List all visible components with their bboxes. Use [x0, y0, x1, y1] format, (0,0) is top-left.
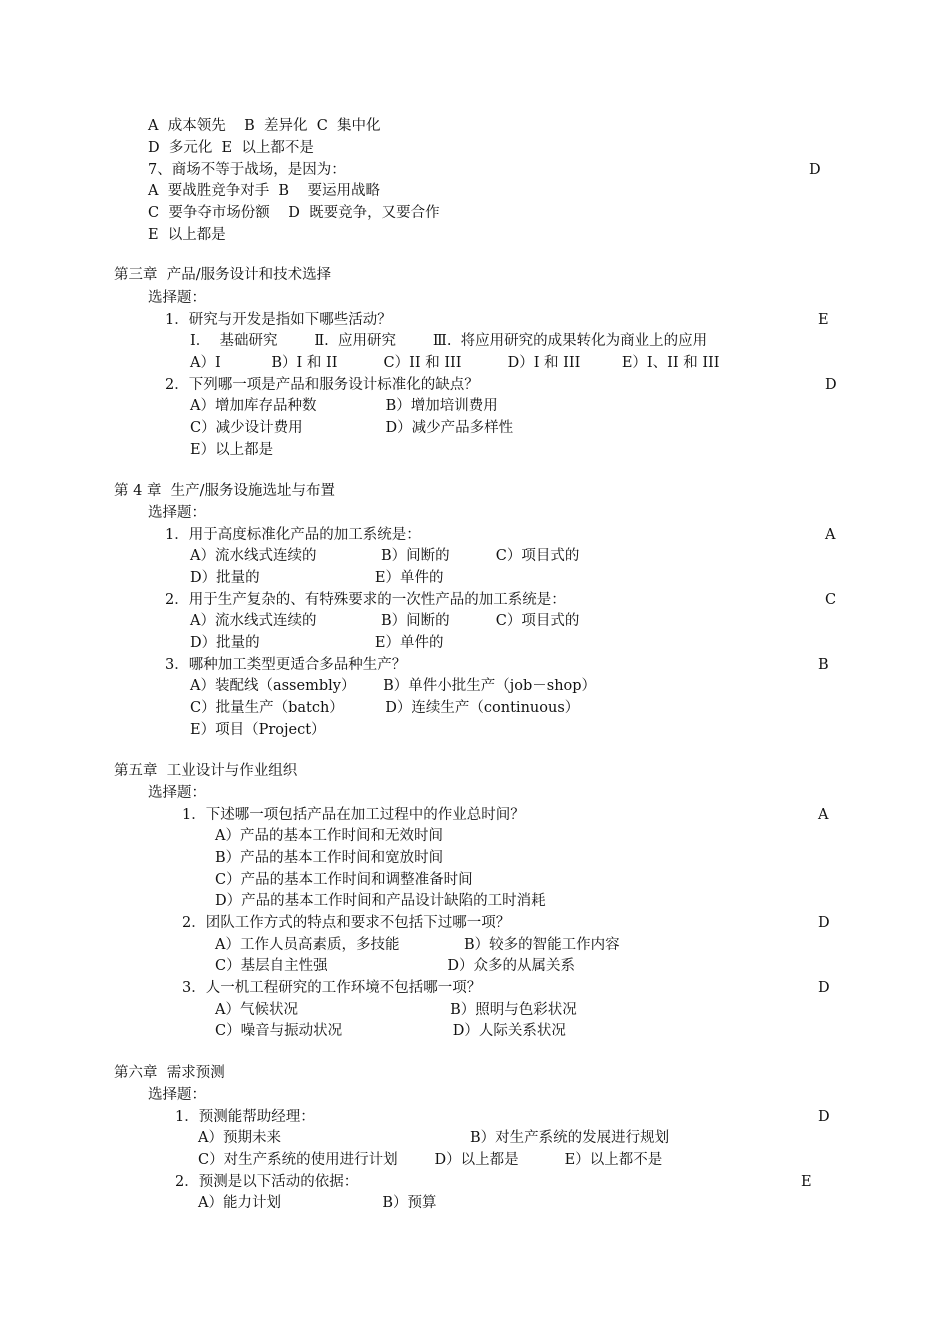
option-line: C 要争夺市场份额 D 既要竞争，又要合作: [148, 205, 440, 221]
option-line: A 要战胜竞争对手 B 要运用战略: [148, 183, 380, 199]
option-line: A）产品的基本工作时间和无效时间: [215, 828, 443, 844]
question-line: 2．预测是以下活动的依据：: [175, 1174, 359, 1190]
answer-label: A: [818, 807, 829, 823]
answer-label: D: [825, 377, 837, 393]
section-label: 选择题：: [148, 1087, 206, 1103]
question-line: 1．预测能帮助经理：: [175, 1109, 315, 1125]
answer-label: D: [818, 915, 830, 931]
option-line: C）减少设计费用 D）减少产品多样性: [190, 420, 514, 436]
question-line: 2．用于生产复杂的、有特殊要求的一次性产品的加工系统是：: [165, 592, 566, 608]
answer-label: E: [801, 1174, 812, 1190]
section-label: 选择题：: [148, 785, 206, 801]
option-line: Ⅰ． 基础研究 Ⅱ. 应用研究 Ⅲ. 将应用研究的成果转化为商业上的应用: [190, 333, 708, 349]
option-line: A）流水线式连续的 B）间断的 C）项目式的: [190, 613, 580, 629]
answer-label: E: [818, 312, 829, 328]
answer-label: D: [809, 162, 821, 178]
answer-label: C: [825, 592, 837, 608]
option-line: A）气候状况 B）照明与色彩状况: [215, 1002, 577, 1018]
option-line: A）能力计划 B）预算: [198, 1195, 437, 1211]
option-line: A）工作人员高素质，多技能 B）较多的智能工作内容: [215, 937, 620, 953]
option-line: C）批量生产（batch） D）连续生产（continuous）: [190, 700, 580, 716]
option-line: A）流水线式连续的 B）间断的 C）项目式的: [190, 548, 580, 564]
option-line: D）批量的 E）单件的: [190, 635, 444, 651]
answer-label: D: [818, 1109, 830, 1125]
answer-label: B: [818, 657, 829, 673]
chapter-heading: 第六章 需求预测: [114, 1065, 225, 1081]
option-line: A）增加库存品种数 B）增加培训费用: [190, 398, 498, 414]
option-line: D）产品的基本工作时间和产品设计缺陷的工时消耗: [215, 893, 546, 909]
option-line: A）装配线（assembly） B）单件小批生产（job－shop）: [190, 678, 597, 694]
question-line: 1．下述哪一项包括产品在加工过程中的作业总时间？: [182, 807, 525, 823]
question-line: 1．用于高度标准化产品的加工系统是：: [165, 527, 421, 543]
question-line: 3．人一机工程研究的工作环境不包括哪一项？: [182, 980, 482, 996]
option-line: E）项目（Project）: [190, 722, 326, 738]
option-line: C）产品的基本工作时间和调整准备时间: [215, 872, 473, 888]
question-line: 2．团队工作方式的特点和要求不包括下过哪一项？: [182, 915, 511, 931]
option-line: C）基层自主性强 D）众多的从属关系: [215, 958, 576, 974]
option-line: D）批量的 E）单件的: [190, 570, 444, 586]
option-line: A）I B）I 和 II C）II 和 III D）I 和 III E）I、II 和 III: [190, 355, 720, 371]
question-line: 1．研究与开发是指如下哪些活动？: [165, 312, 392, 328]
option-line: B）产品的基本工作时间和宽放时间: [215, 850, 444, 866]
chapter-heading: 第 4 章 生产/服务设施选址与布置: [114, 483, 336, 499]
answer-label: D: [818, 980, 830, 996]
option-line: D 多元化 E 以上都不是: [148, 140, 314, 156]
chapter-heading: 第五章 工业设计与作业组织: [114, 763, 298, 779]
question-line: 7、商场不等于战场，是因为：: [148, 162, 346, 178]
question-line: 3．哪种加工类型更适合多品种生产？: [165, 657, 407, 673]
option-line: A 成本领先 B 差异化 C 集中化: [148, 118, 381, 134]
section-label: 选择题：: [148, 505, 206, 521]
chapter-heading: 第三章 产品/服务设计和技术选择: [114, 267, 332, 283]
option-line: C）对生产系统的使用进行计划 D）以上都是 E）以上都不是: [198, 1152, 663, 1168]
question-line: 2．下列哪一项是产品和服务设计标准化的缺点？: [165, 377, 479, 393]
option-line: A）预期未来 B）对生产系统的发展进行规划: [198, 1130, 670, 1146]
section-label: 选择题：: [148, 290, 206, 306]
option-line: C）噪音与振动状况 D）人际关系状况: [215, 1023, 566, 1039]
answer-label: A: [825, 527, 836, 543]
option-line: E 以上都是: [148, 227, 226, 243]
option-line: E）以上都是: [190, 442, 274, 458]
